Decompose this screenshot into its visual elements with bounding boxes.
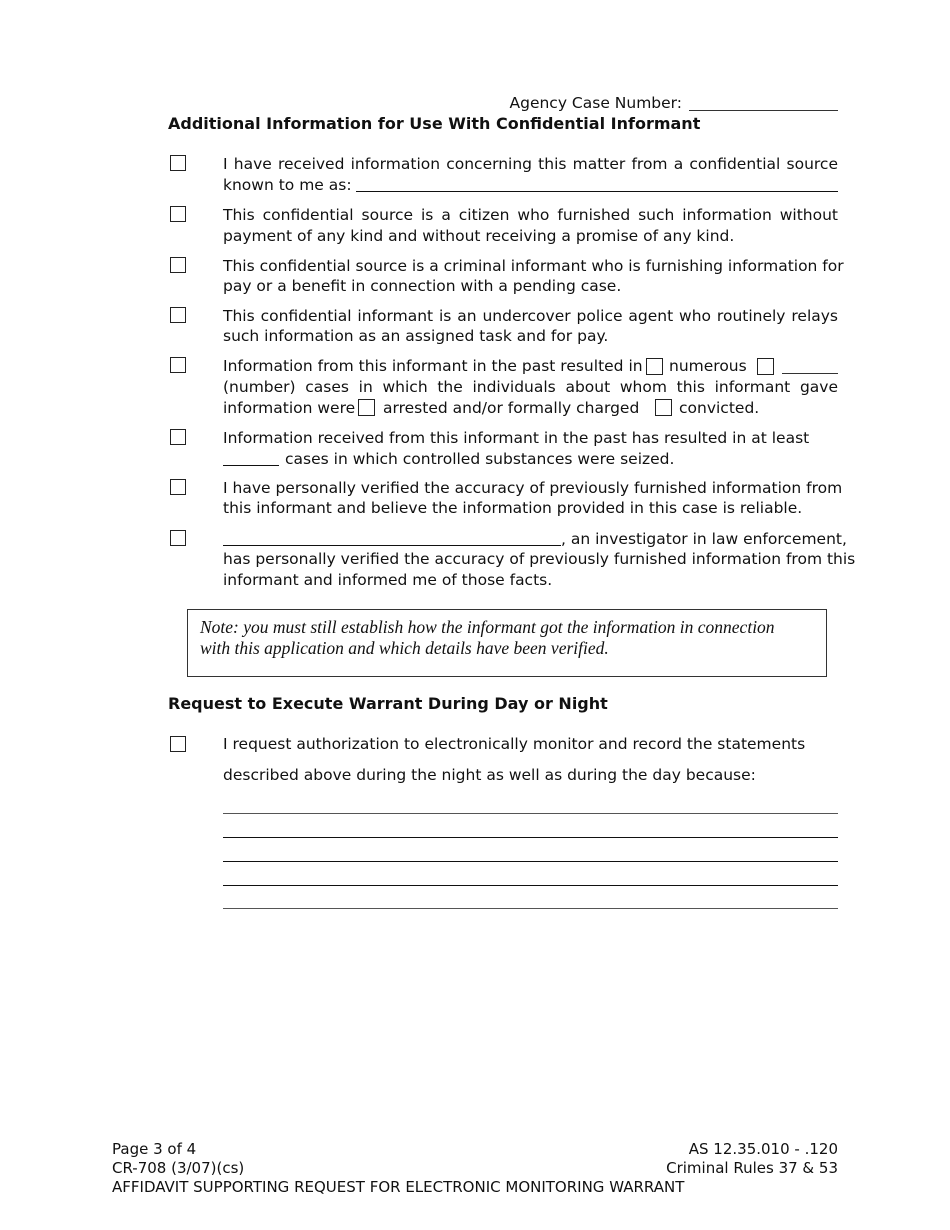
section-heading-confidential-informant: Additional Information for Use With Confidential Informant xyxy=(168,114,701,133)
item-text: such information as an assigned task and for pay. xyxy=(223,327,609,345)
item-text: Information from this informant in the past resulted in xyxy=(223,357,643,375)
agency-case-number-field[interactable] xyxy=(689,110,838,111)
item-text: informant and informed me of those facts. xyxy=(223,571,553,589)
footer-right xyxy=(666,1140,838,1178)
checkbox-convicted[interactable] xyxy=(655,399,672,416)
source-name-field[interactable] xyxy=(356,191,838,192)
investigator-name-field[interactable] xyxy=(223,545,561,546)
item-text: has personally verified the accuracy of previously furnished information from this xyxy=(223,550,856,568)
option-label-arrested: arrested and/or formally charged xyxy=(383,399,640,417)
item-text: This confidential source is a citizen who furnished such information without xyxy=(223,206,838,224)
reason-line[interactable] xyxy=(223,908,838,909)
item-text: this informant and believe the information provided in this case is reliable. xyxy=(223,499,803,517)
agency-case-number-label: Agency Case Number: xyxy=(509,94,682,112)
option-label-numerous: numerous xyxy=(669,357,747,375)
footer-form-title: AFFIDAVIT SUPPORTING REQUEST FOR ELECTRONIC MONITORING WARRANT xyxy=(112,1178,685,1196)
item-text: , an investigator in law enforcement, xyxy=(561,530,847,548)
checkbox-substances-seized[interactable] xyxy=(170,429,186,445)
reason-line[interactable] xyxy=(223,885,838,886)
item-text: information were xyxy=(223,399,356,417)
item-text: I have personally verified the accuracy of previously furnished information from xyxy=(223,479,843,497)
item-text: cases in which controlled substances were seized. xyxy=(285,450,675,468)
reason-line[interactable] xyxy=(223,813,838,814)
item-text: This confidential informant is an undercover police agent who routinely relays xyxy=(223,307,838,325)
checkbox-night-authorization[interactable] xyxy=(170,736,186,752)
checkbox-numerous[interactable] xyxy=(646,358,663,375)
checkbox-citizen-source[interactable] xyxy=(170,206,186,222)
section-heading-day-night: Request to Execute Warrant During Day or Night xyxy=(168,694,608,713)
footer-rules: Criminal Rules 37 & 53 xyxy=(666,1159,838,1177)
checkbox-undercover-agent[interactable] xyxy=(170,307,186,323)
checkbox-criminal-informant[interactable] xyxy=(170,257,186,273)
item-text: This confidential source is a criminal informant who is furnishing information for xyxy=(223,257,844,275)
checkbox-number-of-cases[interactable] xyxy=(757,358,774,375)
request-text: I request authorization to electronically monitor and record the statements xyxy=(223,735,806,753)
number-of-cases-field[interactable] xyxy=(782,373,838,374)
seized-cases-count-field[interactable] xyxy=(223,465,279,466)
checkbox-past-results[interactable] xyxy=(170,357,186,373)
checkbox-arrested-charged[interactable] xyxy=(358,399,375,416)
reason-line[interactable] xyxy=(223,861,838,862)
checkbox-known-source[interactable] xyxy=(170,155,186,171)
item-text: Information received from this informant in the past has resulted in at least xyxy=(223,429,810,447)
footer-page-number: Page 3 of 4 xyxy=(112,1140,197,1158)
item-text: known to me as: xyxy=(223,176,352,194)
item-text: payment of any kind and without receiving a promise of any kind. xyxy=(223,227,735,245)
footer-left xyxy=(112,1140,684,1197)
request-text: described above during the night as well as during the day because: xyxy=(223,766,756,784)
footer-statute: AS 12.35.010 - .120 xyxy=(688,1140,838,1158)
reason-line[interactable] xyxy=(223,837,838,838)
item-text: pay or a benefit in connection with a pending case. xyxy=(223,277,622,295)
checkbox-personally-verified[interactable] xyxy=(170,479,186,495)
item-text: I have received information concerning this matter from a confidential source xyxy=(223,155,838,173)
note-line: Note: you must still establish how the informant got the information in connection xyxy=(200,617,775,637)
checkbox-investigator-verified[interactable] xyxy=(170,530,186,546)
note-line: with this application and which details have been verified. xyxy=(200,638,609,658)
note-box xyxy=(187,609,827,677)
option-label-convicted: convicted. xyxy=(679,399,760,417)
item-text: (number) cases in which the individuals about whom this informant gave xyxy=(223,378,838,396)
footer-form-number: CR-708 (3/07)(cs) xyxy=(112,1159,245,1177)
